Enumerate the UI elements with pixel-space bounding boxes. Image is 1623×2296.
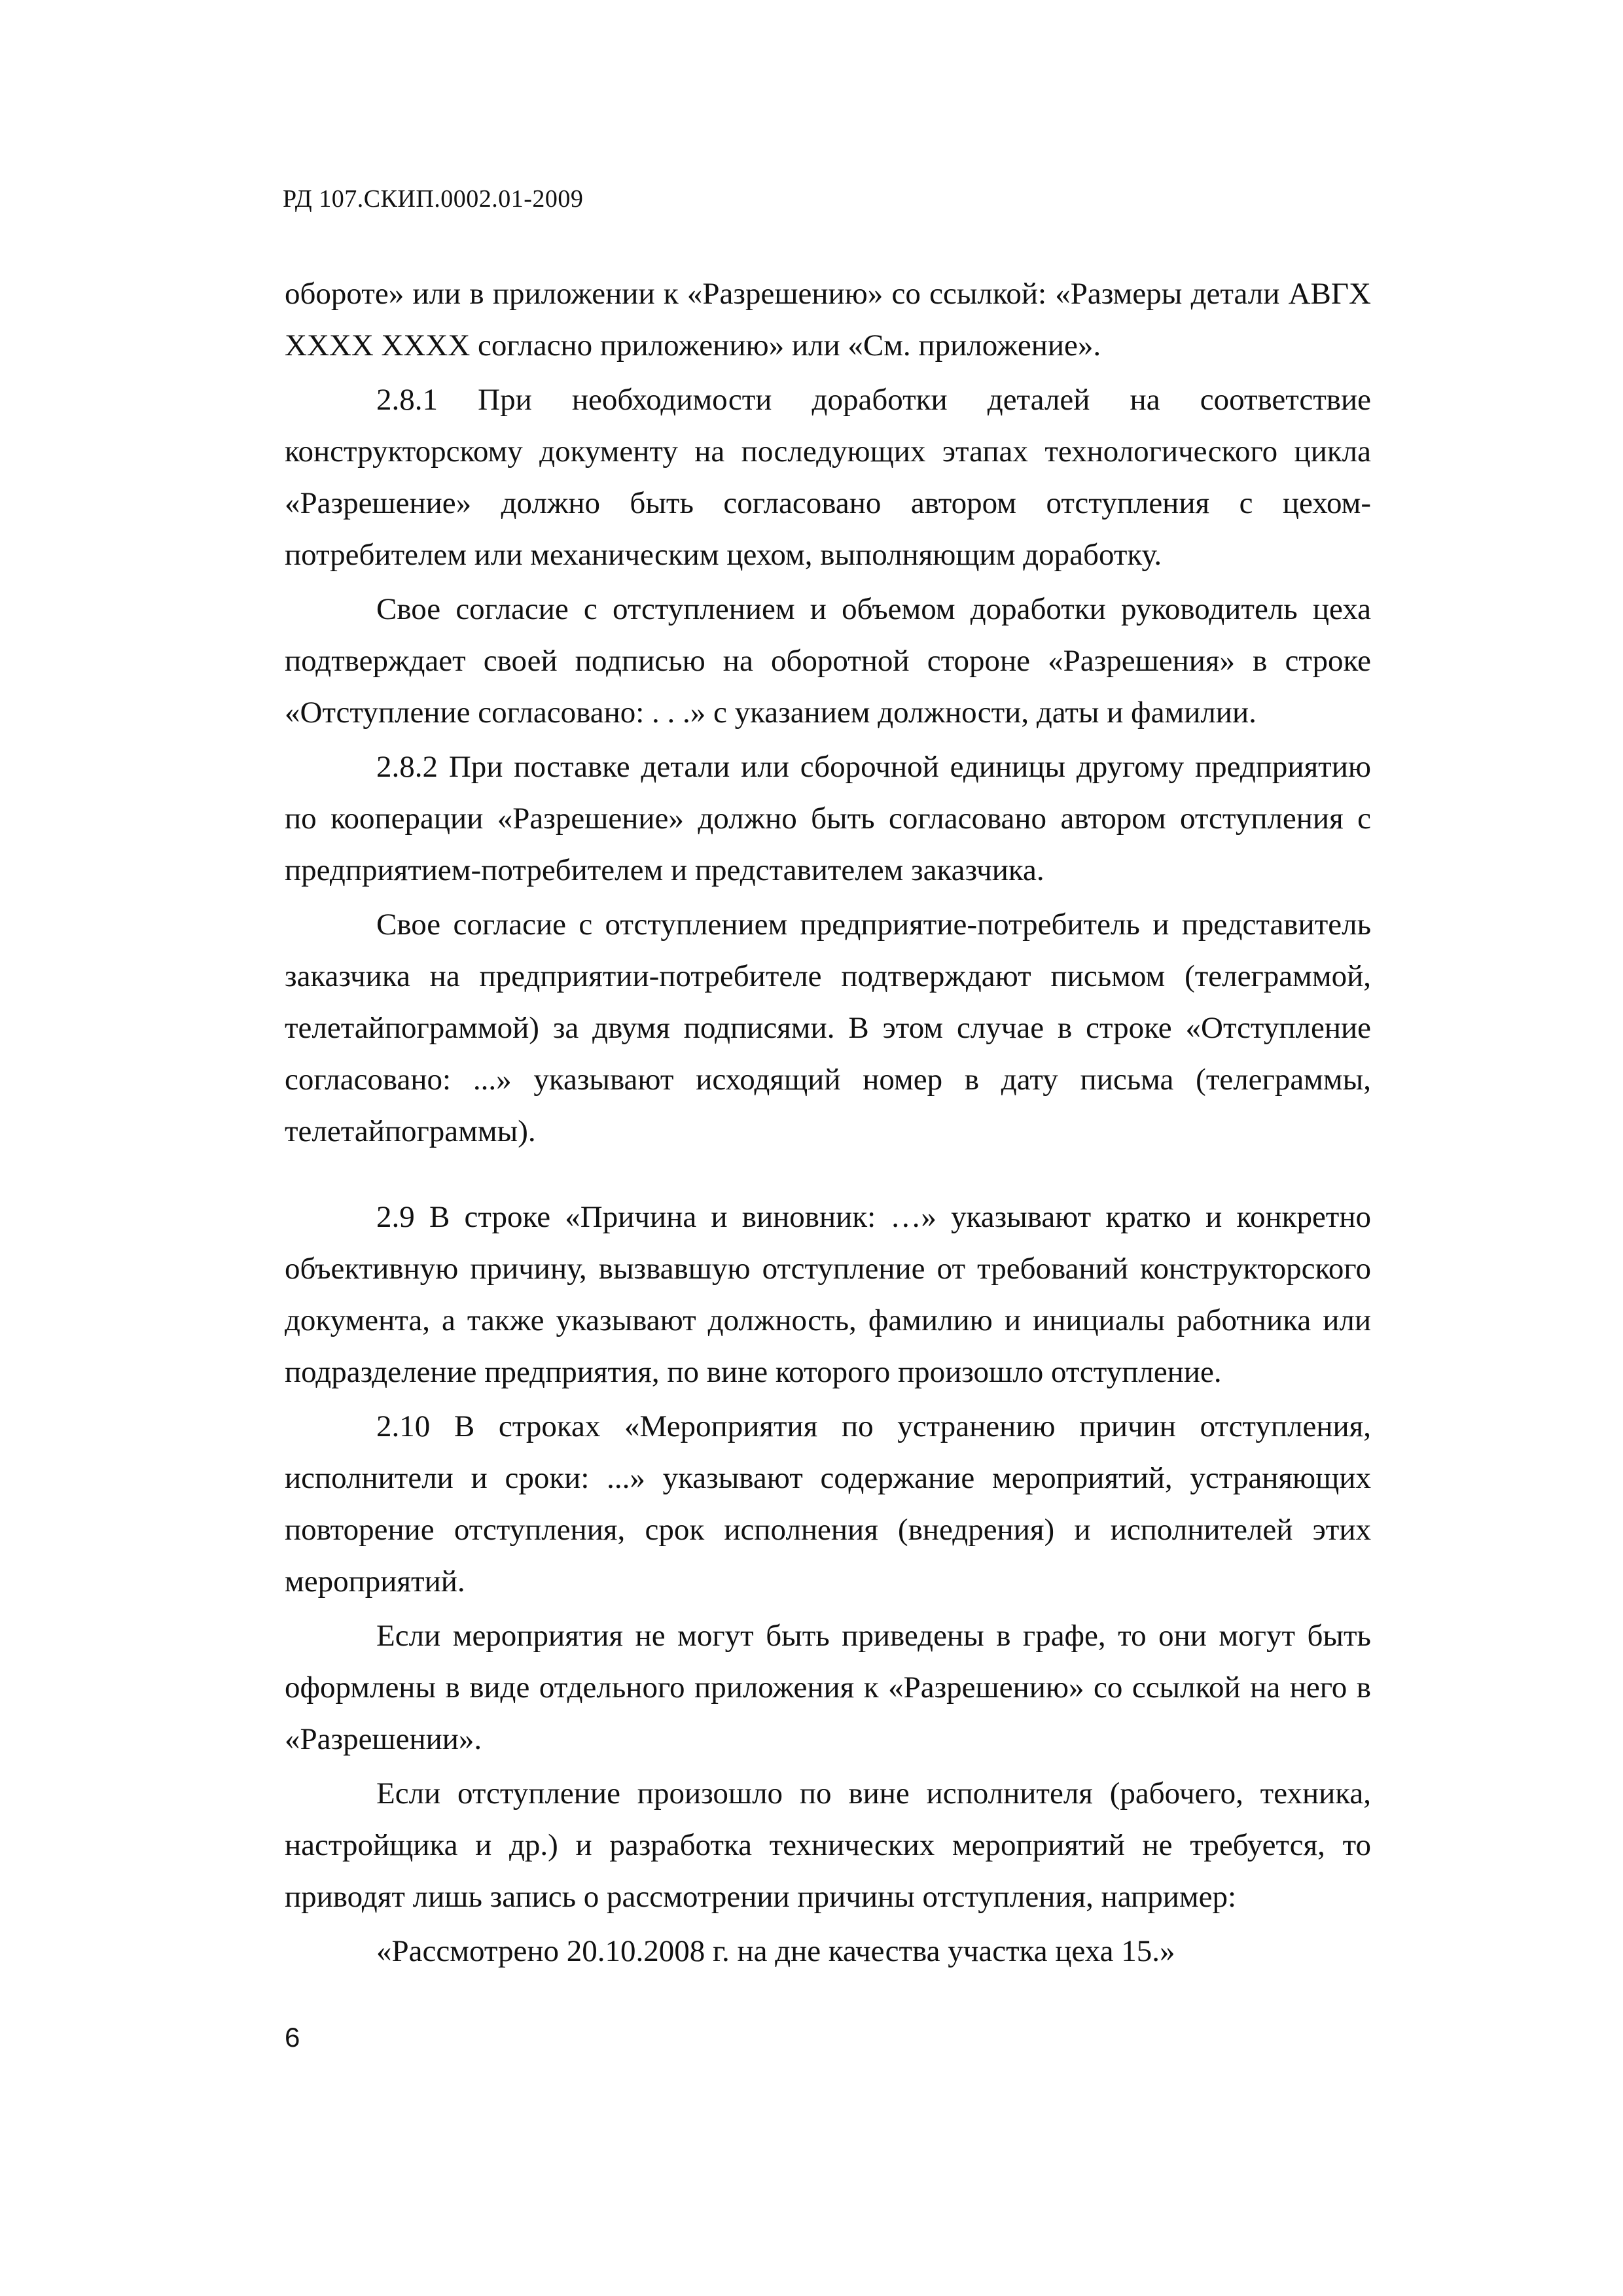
- document-code-header: РД 107.СКИП.0002.01-2009: [283, 185, 584, 213]
- page-number: 6: [285, 2022, 300, 2053]
- paragraph-measures-appendix: Если мероприятия не могут быть приведены в графе, то они могут быть оформлены в виде отдельного приложения к «Разрешению» со ссылкой на него в «Разрешении».: [285, 1619, 1371, 1756]
- paragraph-performer-fault: Если отступление произошло по вине исполнителя (рабочего, техника, настройщика и др.) и разработка технических мероприятий не требуется, то приводят лишь запись о рассмотрении причины отступления, например:: [285, 1776, 1371, 1914]
- paragraph-2-8-2: 2.8.2 При поставке детали или сборочной единицы другому предприятию по кооперации «Разрешение» должно быть согласовано автором отступления с предприятием-потребителем и представителем заказчика.: [285, 750, 1371, 887]
- paragraph-2-9: 2.9 В строке «Причина и виновник: …» указывают кратко и конкретно объективную причину, вызвавшую отступление от требований конструкторского документа, а также указывают должность, фамилию и инициалы работника или подразделение предприятия, по вине которого произошло отступление.: [285, 1200, 1371, 1389]
- paragraph-example-record: «Рассмотрено 20.10.2008 г. на дне качества участка цеха 15.»: [376, 1934, 1175, 1968]
- paragraph-consent-workshop: Свое согласие с отступлением и объемом доработки руководитель цеха подтверждает своей подписью на оборотной стороне «Разрешения» в строке «Отступление согласовано: . . .» с указанием должности, даты и фамилии.: [285, 592, 1371, 730]
- paragraph-consent-enterprise: Свое согласие с отступлением предприятие-потребитель и представитель заказчика на предприятии-потребителе подтверждают письмом (телеграммой, телетайпограммой) за двумя подписями. В этом случае в строке «Отступление согласовано: ...» указывают исходящий номер в дату письма (телеграммы, телетайпограммы).: [285, 908, 1371, 1148]
- paragraph-continuation: обороте» или в приложении к «Разрешению» со ссылкой: «Размеры детали АВГХ ХХХХ ХХХХ согласно приложению» или «См. приложение».: [285, 277, 1371, 362]
- page-body: [285, 268, 1371, 1977]
- paragraph-2-8-1: 2.8.1 При необходимости доработки деталей на соответствие конструкторскому документу на последующих этапах технологического цикла «Разрешение» должно быть согласовано автором отступления с цехом-потребителем или механическим цехом, выполняющим доработку.: [285, 383, 1371, 572]
- paragraph-2-10: 2.10 В строках «Мероприятия по устранению причин отступления, исполнители и сроки: ...» указывают содержание мероприятий, устраняющих повторение отступления, срок исполнения (внедрения) и исполнителей этих мероприятий.: [285, 1409, 1371, 1598]
